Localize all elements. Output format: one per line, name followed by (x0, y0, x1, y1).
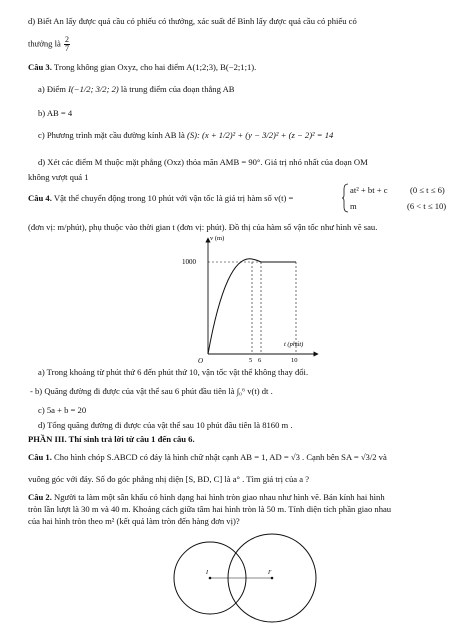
part3-c2-line2: tròn lần lượt là 30 m và 40 m. Khoảng cách giữa tâm hai hình tròn là 50 m. Tính diện tích phần giao nhau (28, 504, 392, 514)
v-label: v (m) (210, 235, 225, 242)
center-left-label: I (206, 570, 208, 576)
center-right-label: I' (268, 570, 272, 576)
q4-line2: (đơn vị: m/phút), phụ thuộc vào thời gian t (đơn vị: phút). Đồ thị của hàm số vận tốc như hình vẽ sau. (28, 222, 378, 232)
parabola-curve (208, 259, 261, 354)
q3-label: Câu 3. (28, 62, 52, 72)
part3-heading: PHẦN III. Thí sinh trả lời từ câu 1 đến câu 6. (28, 434, 195, 444)
q4-cond1: (0 ≤ t ≤ 6) (410, 185, 445, 195)
q3-a (38, 84, 235, 95)
x-tick-6: 6 (258, 357, 262, 364)
c1-label: Câu 1. (28, 452, 52, 462)
c1-text1: Cho hình chóp S.ABCD có đáy là hình chữ nhật cạnh AB = 1, AD = √3 . Cạnh bên SA = √3/2 và (54, 452, 387, 462)
q3-intro: Trong không gian Oxyz, cho hai điểm A(1;2;3), B(−2;1;1). (53, 62, 257, 72)
q3-a-suffix: là trung điểm của đoạn thẳng AB (120, 84, 235, 94)
q4-cond2: (6 < t ≤ 10) (407, 201, 447, 211)
q4-c: c) 5a + b = 20 (38, 405, 87, 415)
q2-d-prefix: thưởng là (28, 38, 61, 49)
origin-label: O (198, 357, 204, 365)
part3-c1-line1 (28, 452, 387, 463)
q3-intro-line (28, 62, 256, 73)
c2-label: Câu 2. (28, 492, 52, 502)
two-circles-figure (160, 530, 320, 628)
q4-a: a) Trong khoảng từ phút thứ 6 đến phút thứ 10, vận tốc vật thể không thay đổi. (38, 367, 309, 377)
part3-c1-line2: vuông góc với đáy. Số đo góc phẳng nhị diện [S, BD, C] là a° . Tìm giá trị của a ? (28, 474, 310, 484)
q4-intro: Vật thể chuyển động trong 10 phút với vận tốc là giá trị hàm số v(t) = (53, 193, 294, 203)
q4-intro-line (28, 193, 293, 204)
part3-c2-line1 (28, 492, 385, 503)
q3-c-eq: (S): (x + 1/2)² + (y − 3/2)² + (z − 2)² = 14 (186, 130, 334, 140)
q2-d-line2 (28, 36, 71, 53)
c2-text1: Người ta làm một sân khấu có hình dạng hai hình tròn giao nhau như hình vẽ. Bán kính hai hình (54, 492, 385, 502)
q3-c-prefix: c) Phương trình mặt cầu đường kính AB là (38, 130, 185, 140)
q2-d-den: 7 (65, 44, 69, 53)
q2-d-line1: d) Biết An lấy được quả cầu có phiếu có thưởng, xác suất để Bình lấy được quả cầu có phiếu có (28, 16, 357, 26)
q3-a-prefix: a) Điểm (38, 84, 66, 94)
q4-piece1: at² + bt + c (350, 185, 388, 195)
center-left-point (209, 577, 212, 580)
q3-d-line1: d) Xét các điểm M thuộc mặt phẳng (Oxz) thỏa mãn AMB = 90°. Giá trị nhỏ nhất của đoạn OM (38, 157, 368, 167)
x-tick-5: 5 (249, 357, 253, 364)
q4-d: d) Tổng quãng đường đi được của vật thể sau 10 phút đầu tiên là 8160 m . (38, 420, 293, 430)
center-right-point (271, 577, 274, 580)
q3-a-point: I(−1/2; 3/2; 2) (68, 84, 119, 94)
y-tick-1000: 1000 (182, 258, 196, 266)
q2-d-fraction (64, 36, 70, 53)
q3-d-line2: không vượt quá 1 (28, 172, 89, 182)
q4-piece2: m (350, 201, 357, 211)
x-tick-10: 10 (291, 357, 298, 364)
q4-b: - b) Quãng đường đi được của vật thể sau 6 phút đầu tiên là ∫₀⁶ v(t) dt . (30, 386, 273, 396)
q2-d-num: 2 (65, 35, 69, 44)
q3-b: b) AB = 4 (38, 108, 73, 118)
q4-brace (341, 183, 349, 213)
q3-c (38, 130, 333, 141)
t-label: t (phút) (284, 341, 304, 348)
part3-c2-line3: của hai hình tròn theo m² (kết quả làm tròn đến hàng đơn vị)? (28, 516, 240, 526)
velocity-graph (170, 234, 320, 366)
q4-label: Câu 4. (28, 193, 52, 203)
